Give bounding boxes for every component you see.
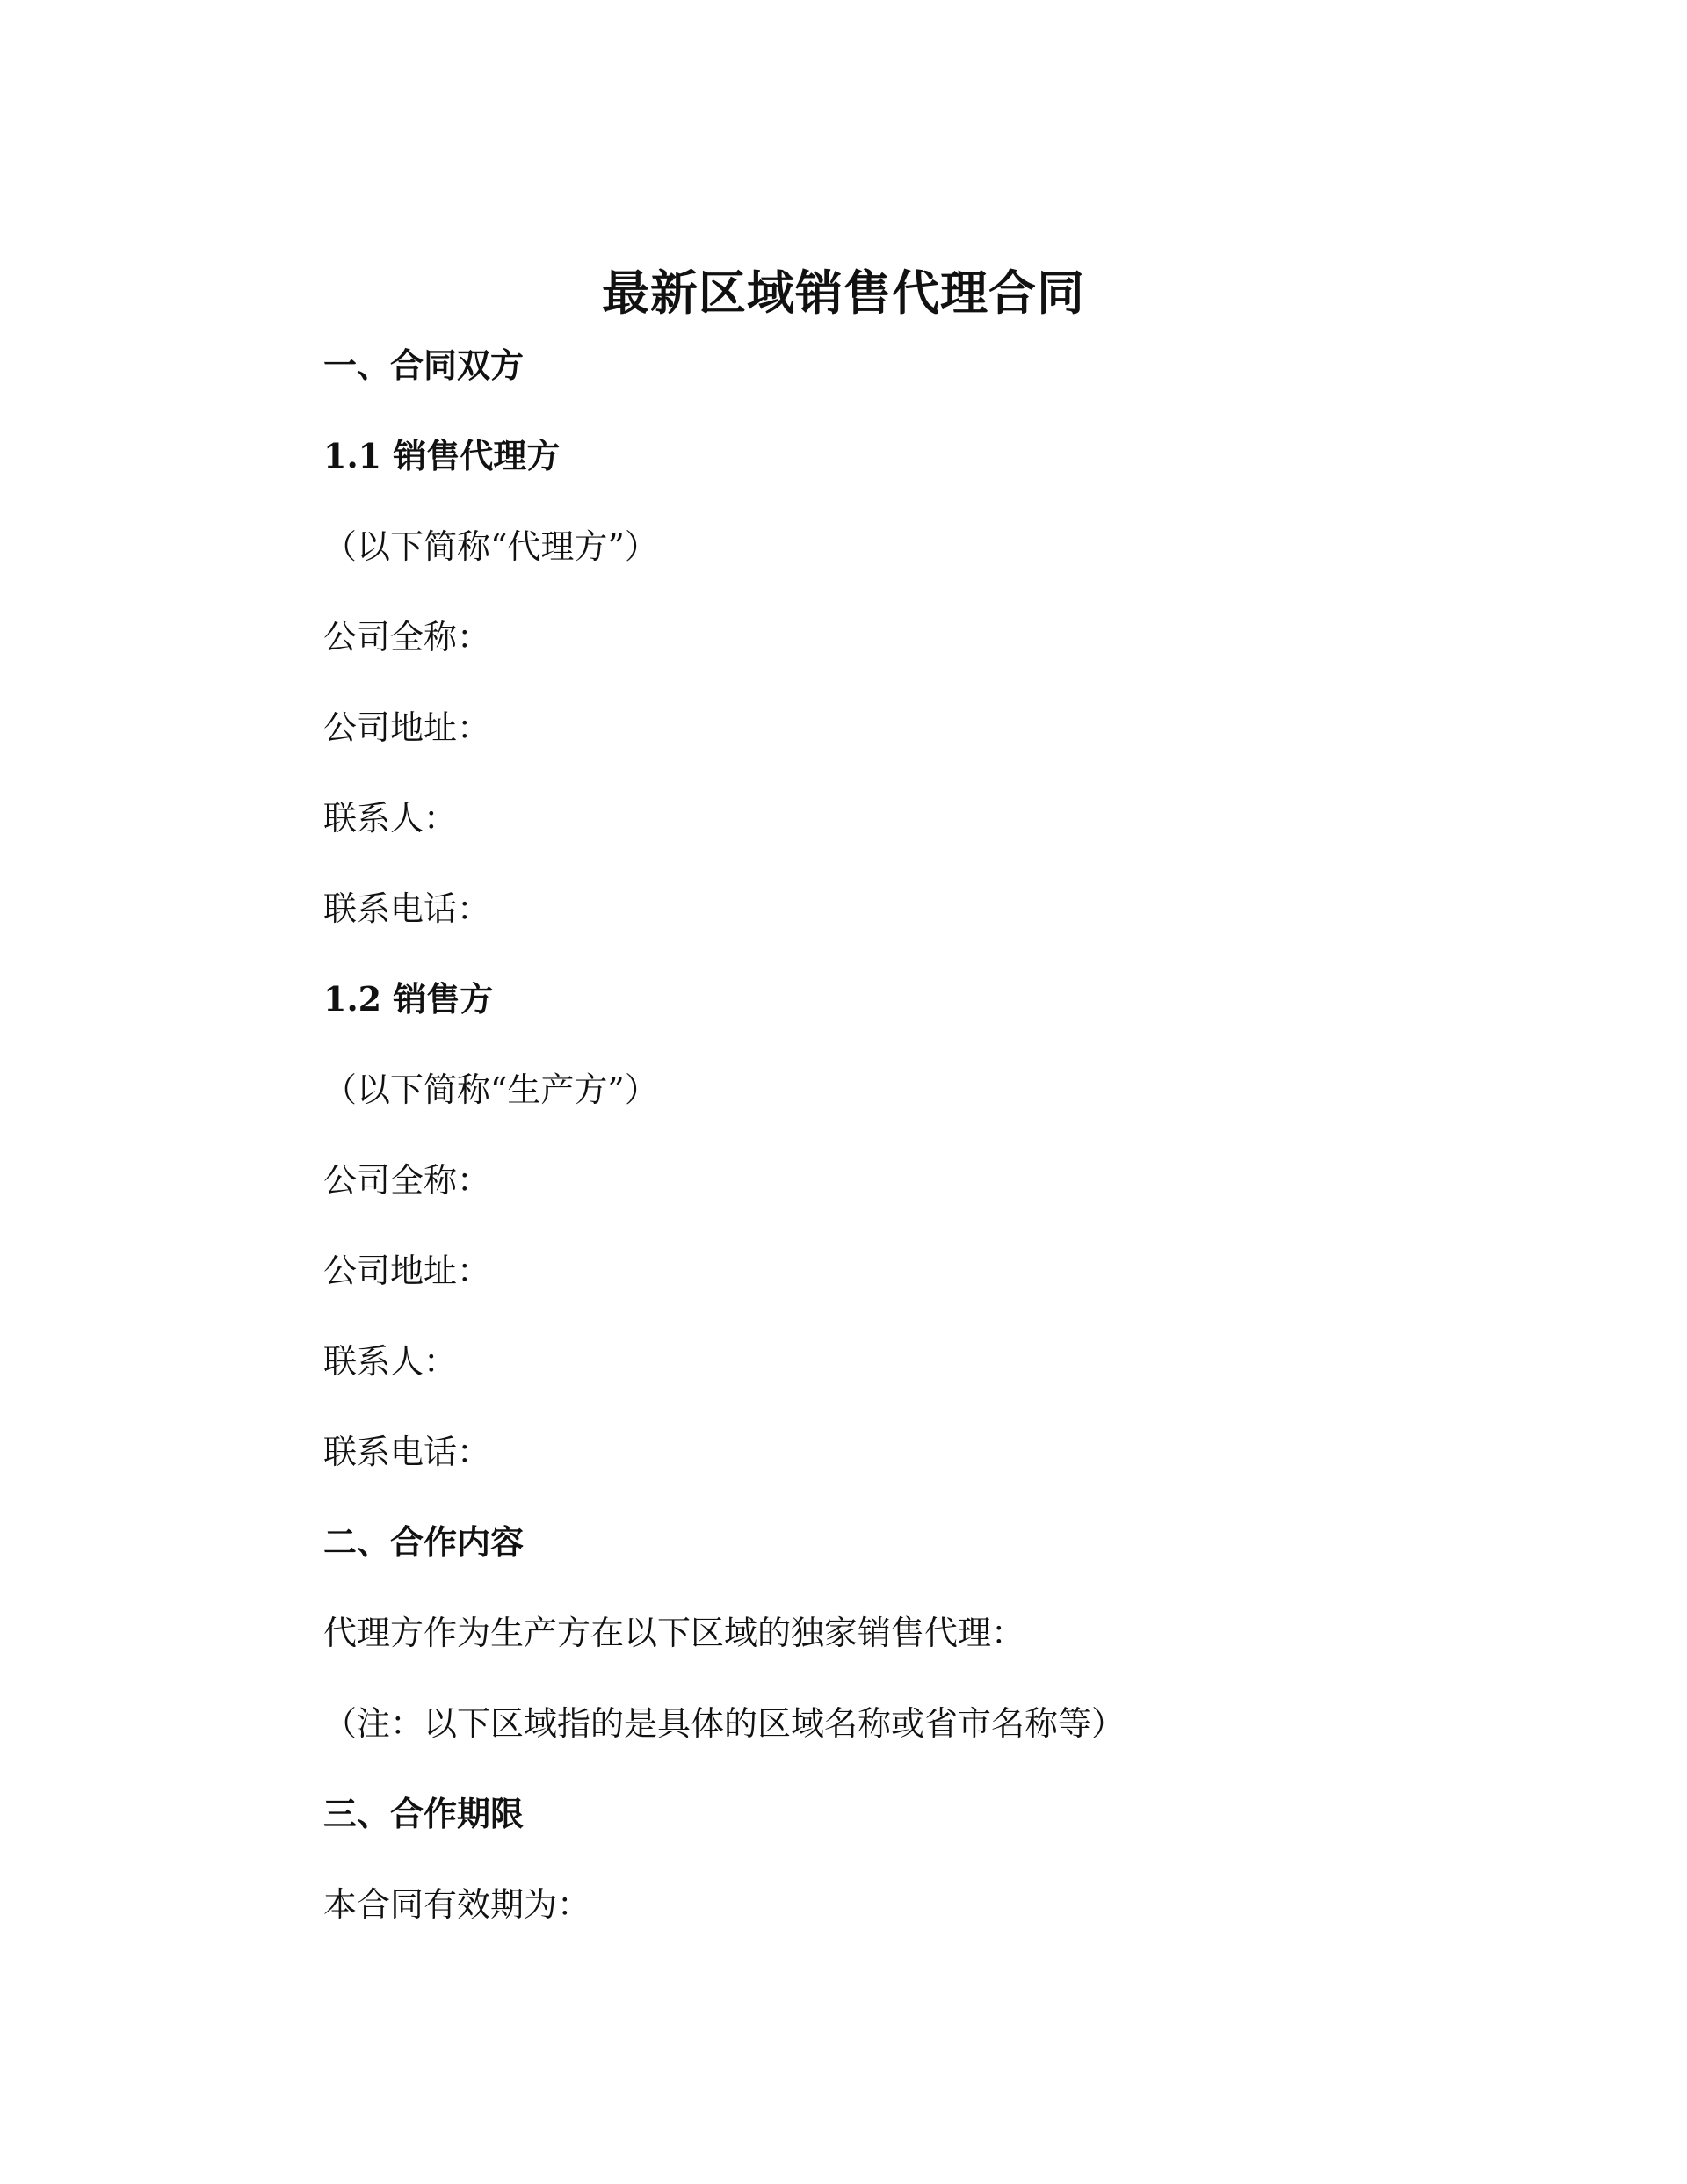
section-3-text: 本合同有效期为： bbox=[323, 1885, 591, 1924]
party-a-company-name-label: 公司全称： bbox=[323, 618, 491, 657]
party-b-company-address-label: 公司地址： bbox=[323, 1252, 491, 1290]
party-a-contact-label: 联系人： bbox=[323, 799, 458, 838]
party-a-heading: 1.1 销售代理方 bbox=[323, 436, 561, 475]
section-1-heading: 一、合同双方 bbox=[323, 345, 525, 385]
section-2-heading: 二、合作内容 bbox=[323, 1522, 525, 1562]
party-a-alias: （以下简称“代理方”） bbox=[323, 527, 658, 566]
party-a-phone-label: 联系电话： bbox=[323, 889, 491, 928]
party-a-company-address-label: 公司地址： bbox=[323, 708, 491, 747]
party-b-heading: 1.2 销售方 bbox=[323, 979, 494, 1019]
party-b-company-name-label: 公司全称： bbox=[323, 1161, 491, 1200]
section-3-heading: 三、合作期限 bbox=[323, 1794, 525, 1833]
party-b-alias: （以下简称“生产方”） bbox=[323, 1070, 658, 1109]
party-b-contact-label: 联系人： bbox=[323, 1342, 458, 1381]
document-title: 最新区域销售代理合同 bbox=[602, 265, 1085, 321]
section-2-note: （注：以下区域指的是具体的区域名称或省市名称等） bbox=[323, 1704, 1126, 1743]
section-2-text: 代理方作为生产方在以下区域的独家销售代理： bbox=[323, 1614, 1025, 1652]
party-b-phone-label: 联系电话： bbox=[323, 1433, 491, 1471]
